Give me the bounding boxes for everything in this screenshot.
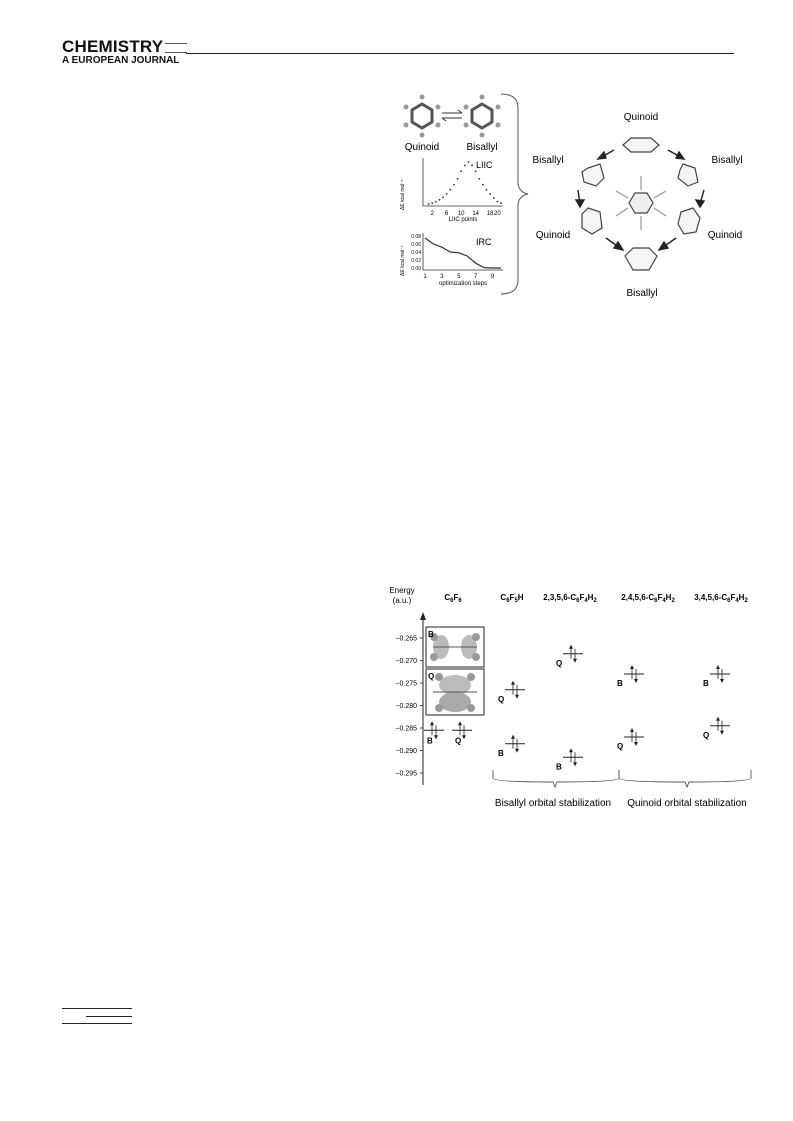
liic-point	[431, 202, 433, 204]
orbital-level-b	[556, 748, 583, 771]
bracket-bisallyl	[493, 770, 619, 787]
energy-tick-label: −0.270	[395, 658, 417, 665]
logo-lines	[165, 43, 187, 53]
header-rule	[186, 53, 734, 54]
liic-point	[482, 184, 484, 186]
bisallyl-label: Bisallyl	[466, 142, 498, 153]
irc-ytick-label: 0.02	[411, 258, 421, 264]
liic-point	[428, 203, 430, 205]
energy-tick-label: −0.295	[395, 770, 417, 778]
liic-point	[468, 161, 470, 163]
orbital-b-image	[426, 627, 484, 667]
quinoid-label: Quinoid	[404, 142, 440, 153]
orbital-level-label: Q	[498, 694, 505, 704]
hexagon-upper-left	[582, 164, 604, 186]
orbital-level-q	[617, 728, 644, 751]
liic-point	[471, 164, 473, 166]
liic-plot	[400, 158, 503, 223]
ring-label-top: Quinoid	[623, 112, 659, 123]
col-header-2356: $2,3,5,6-C_6F_4H_2$	[543, 593, 597, 604]
liic-point	[489, 193, 491, 195]
irc-plot	[400, 233, 503, 287]
liic-title: LIIC	[476, 160, 493, 170]
col-header-c6f5h: $C_6F_5H$	[500, 593, 524, 604]
col-header-c6f6: $C_6F_6$	[444, 593, 462, 604]
bracket-quinoid-label: Quinoid orbital stabilization	[627, 798, 747, 809]
figure-quinoid-bisallyl-svg	[378, 88, 778, 303]
figure-quinoid-bisallyl	[378, 88, 778, 303]
orbital-level-q	[556, 645, 583, 668]
bracket-bisallyl-label: Bisallyl orbital stabilization	[494, 798, 612, 809]
liic-point	[446, 193, 448, 195]
energy-axis-arrowhead	[420, 612, 426, 620]
ring-label-bottom: Bisallyl	[626, 288, 658, 299]
liic-point	[449, 189, 451, 191]
energy-tick-label: −0.285	[395, 725, 417, 733]
orbital-level-label: B	[556, 762, 562, 772]
irc-xtick-label: 7	[473, 274, 478, 280]
quinoid-molecule	[404, 95, 441, 138]
journal-header	[62, 37, 734, 69]
figure-orbital-energy-svg	[385, 580, 765, 812]
hexagon-lower-left	[582, 208, 602, 234]
liic-xtick-label: 20	[494, 211, 501, 217]
liic-point	[475, 170, 477, 172]
liic-point	[500, 202, 502, 204]
orbital-q-image	[426, 669, 484, 715]
liic-point	[435, 201, 437, 203]
orbital-level-label: B	[427, 736, 433, 746]
irc-title: IRC	[476, 237, 492, 247]
liic-point	[486, 189, 488, 191]
energy-tick-label: −0.290	[395, 748, 417, 755]
col-header-3456: $3,4,5,6-C_6F_4H_2$	[694, 593, 748, 604]
liic-ylabel: ΔE kcal mol⁻¹	[400, 179, 406, 210]
irc-xtick-label: 3	[440, 274, 444, 280]
energy-tick-label: −0.265	[395, 635, 417, 643]
ring-label-lower-left: Quinoid	[535, 230, 571, 241]
liic-point	[453, 184, 455, 186]
footnote-rule-1	[62, 1008, 132, 1009]
irc-xticks	[423, 274, 495, 280]
orbital-level-label: Q	[617, 742, 624, 751]
liic-xtick-label: 14	[472, 211, 480, 217]
liic-point	[464, 164, 466, 166]
orbital-level-b	[617, 665, 644, 688]
irc-xtick-label: 1	[423, 274, 427, 280]
liic-point	[442, 196, 444, 198]
hexagon-bottom	[625, 248, 657, 270]
energy-ticks	[395, 636, 423, 778]
liic-point	[439, 199, 441, 201]
col-header-2456: $2,4,5,6-C_6F_4H_2$	[621, 593, 675, 604]
journal-subtitle: A EUROPEAN JOURNAL	[62, 55, 180, 66]
hexagon-top	[623, 138, 659, 152]
irc-ytick-label: 0.00	[411, 266, 421, 272]
energy-axis-label-2: (a.u.)	[392, 596, 412, 605]
orbital-level-q	[452, 721, 472, 745]
figure-orbital-energy	[385, 580, 765, 812]
orbital-b-image-label: B	[428, 630, 434, 639]
ring-label-lower-right: Quinoid	[707, 230, 743, 241]
energy-tick-label: −0.275	[395, 680, 417, 688]
ring-label-upper-left: Bisallyl	[532, 155, 564, 166]
irc-ytick-label: 0.06	[411, 242, 421, 248]
journal-title: CHEMISTRY	[62, 37, 164, 56]
irc-ytick-label: 0.08	[411, 234, 421, 240]
orbital-q-image-label: Q	[428, 672, 435, 681]
orbital-level-label: Q	[703, 730, 710, 740]
orbital-level-q	[703, 717, 730, 740]
orbital-level-b	[703, 665, 730, 688]
irc-yticks	[411, 234, 421, 272]
orbital-level-label: B	[617, 679, 623, 688]
irc-xtick-label: 9	[490, 274, 495, 280]
ring-label-upper-right: Bisallyl	[711, 155, 743, 166]
bracket-quinoid	[619, 770, 751, 787]
hexagon-lower-right	[678, 208, 700, 234]
irc-xtick-label: 5	[457, 274, 461, 280]
liic-point	[478, 178, 480, 180]
orbital-level-q	[498, 681, 525, 704]
footnote-rule-3	[62, 1023, 132, 1024]
orbital-level-b	[424, 721, 444, 745]
liic-point	[493, 197, 495, 199]
orbital-level-label: Q	[556, 658, 563, 668]
orbital-level-label: B	[703, 679, 709, 688]
liic-xtick-label: 18	[486, 211, 494, 217]
energy-axis-label-1: Energy	[389, 586, 415, 595]
footnote-rule-2	[86, 1016, 132, 1017]
irc-xlabel: optimization steps	[438, 281, 488, 287]
liic-point	[460, 170, 462, 172]
pseudorotation-ring	[532, 112, 742, 299]
liic-xtick-label: 10	[457, 211, 465, 217]
grouping-brace	[501, 94, 528, 294]
irc-ylabel: ΔE kcal mol⁻¹	[400, 245, 406, 276]
liic-point	[496, 201, 498, 203]
equilibrium-arrows	[442, 110, 462, 121]
liic-xtick-label: 2	[430, 211, 434, 217]
liic-xtick-label: 6	[445, 211, 449, 217]
energy-tick-label: −0.280	[395, 703, 417, 710]
orbital-level-label: Q	[455, 736, 462, 746]
orbital-level-b	[498, 735, 525, 758]
bisallyl-molecule	[464, 95, 501, 138]
irc-ytick-label: 0.04	[411, 250, 421, 256]
orbital-level-label: B	[498, 748, 504, 758]
hexagon-center	[629, 193, 653, 213]
hexagon-upper-right	[678, 164, 698, 186]
liic-xlabel: LIIC points	[448, 217, 478, 223]
liic-point	[457, 178, 459, 180]
